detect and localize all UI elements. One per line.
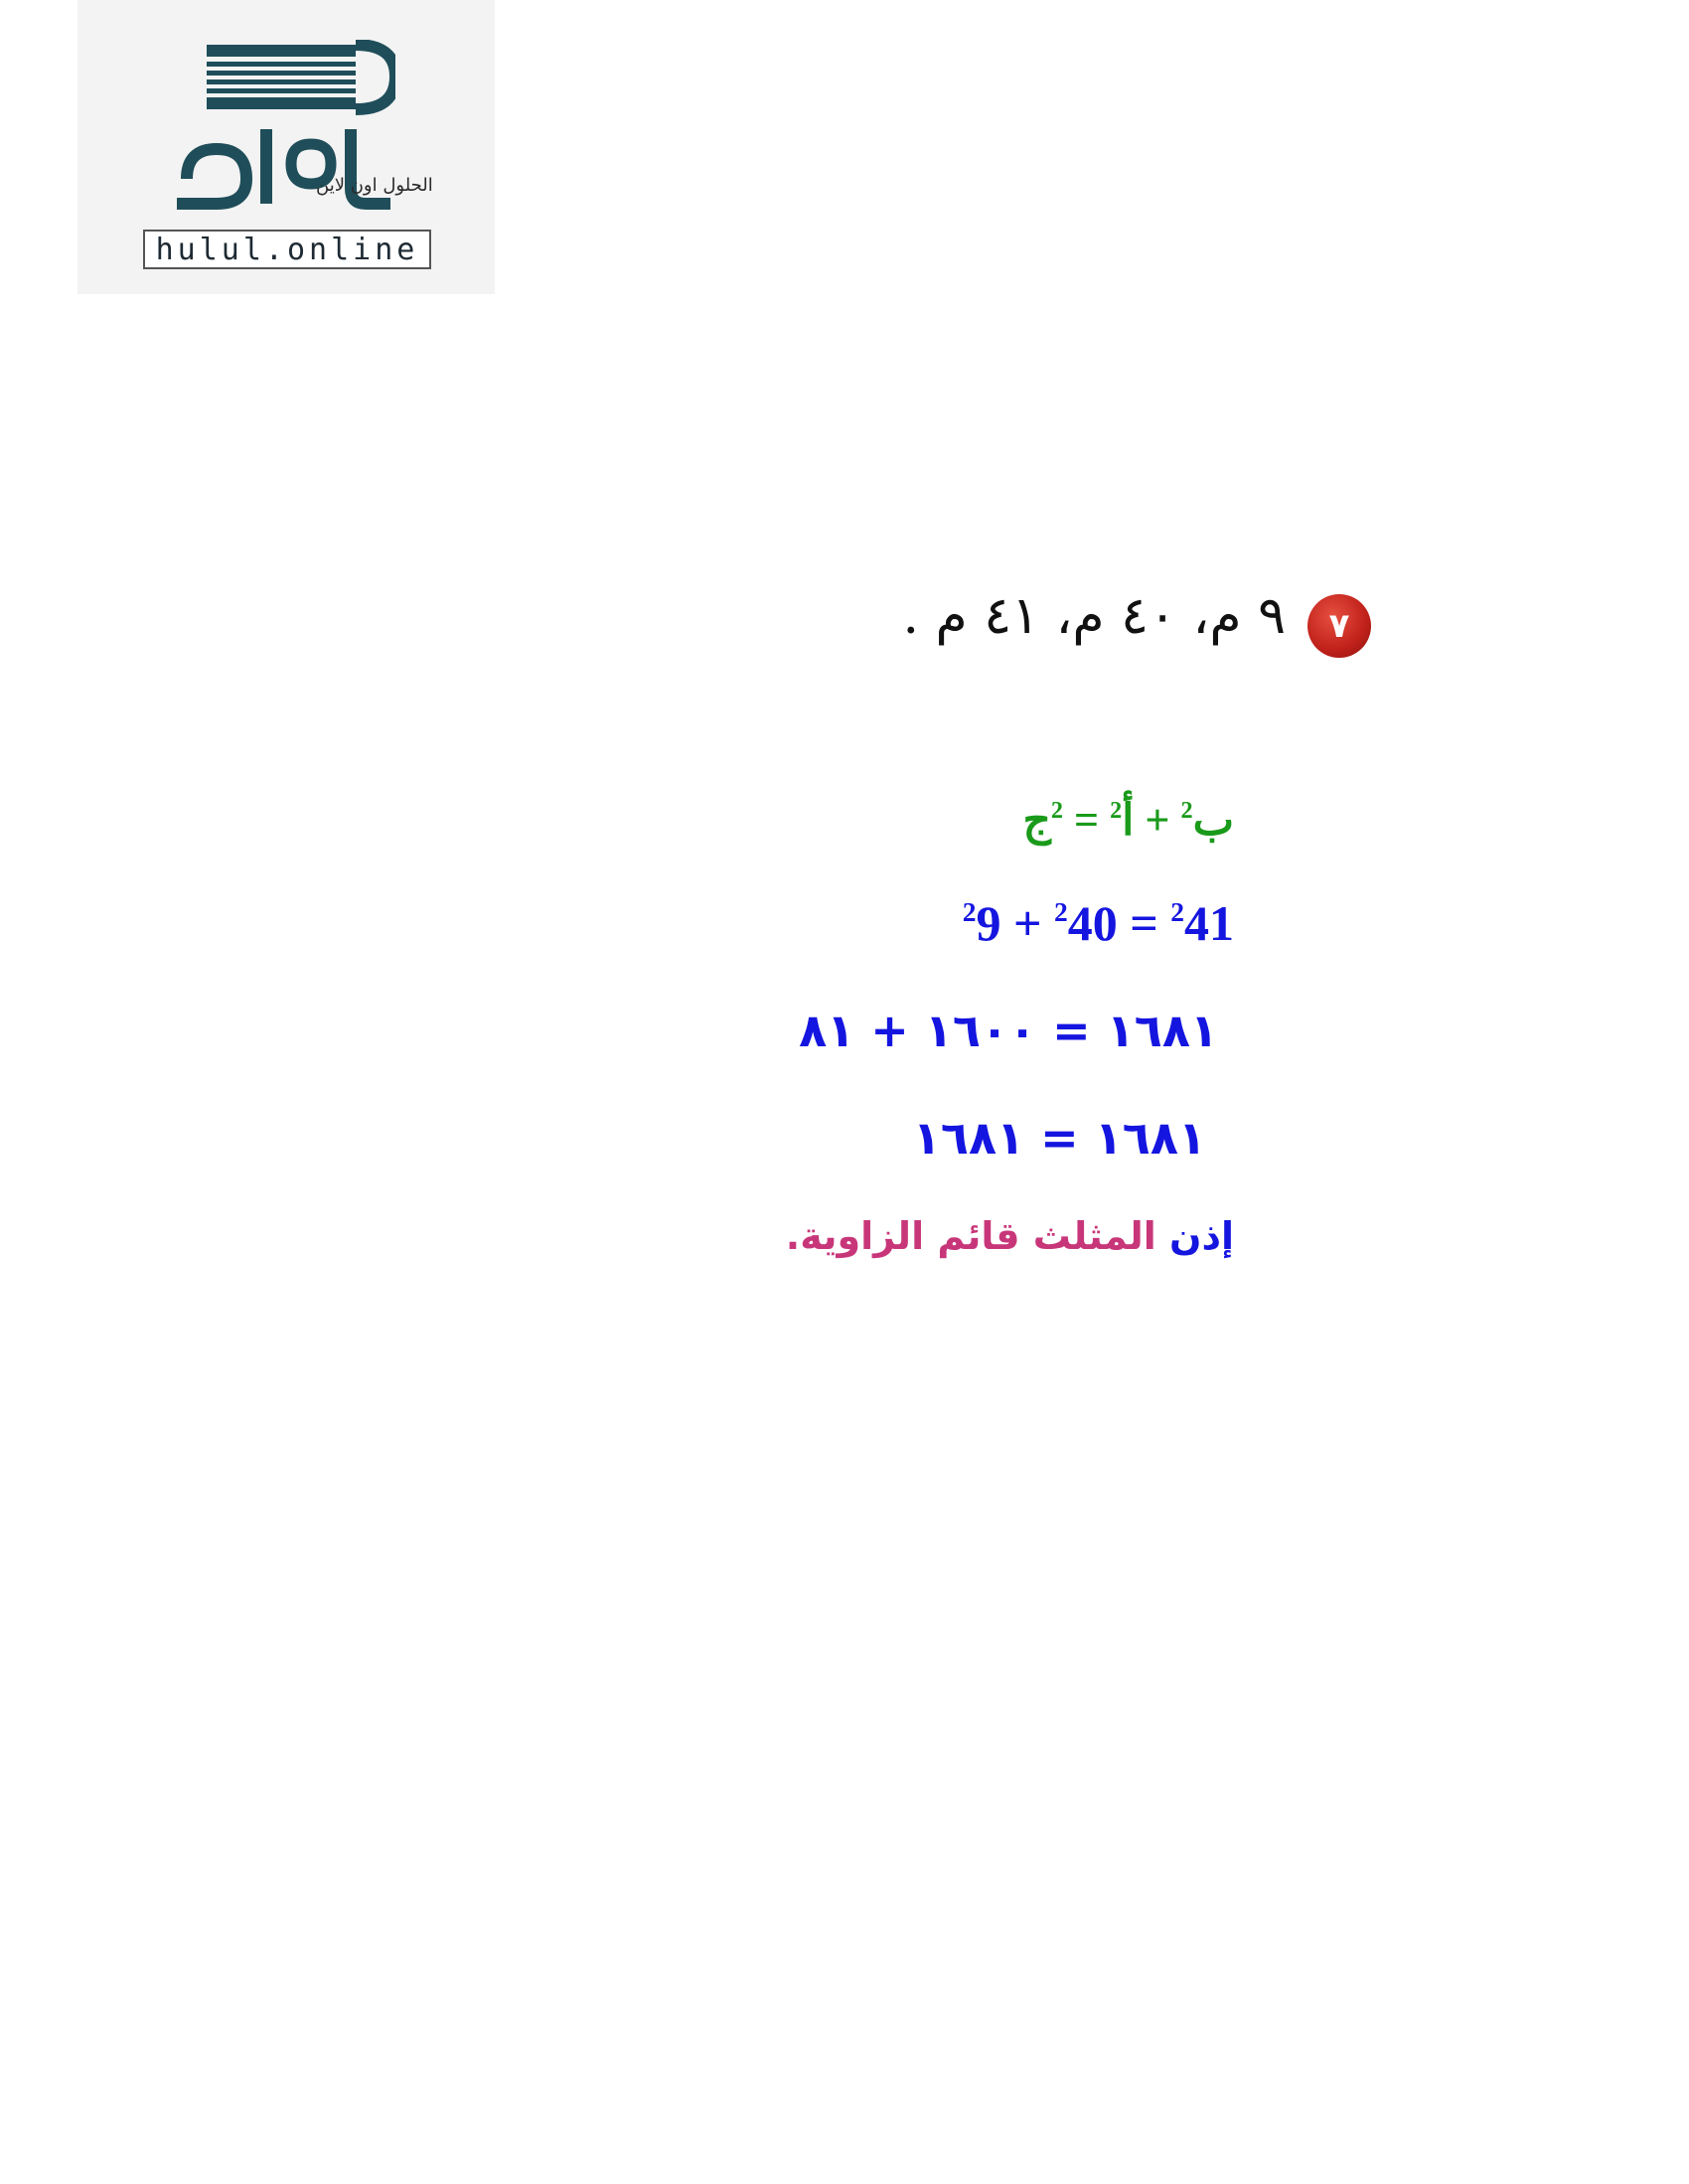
exp-t1: 2 <box>1054 895 1068 927</box>
squares-equation <box>963 894 1234 952</box>
result-equation-text: ١٦٨١ = ١٦٨١ <box>912 1111 1206 1165</box>
formula-exp-b: 2 <box>1180 797 1193 825</box>
sum-equation <box>799 1004 1218 1057</box>
conclusion-text: المثلث قائم الزاوية. <box>785 1214 1156 1258</box>
conclusion <box>786 1214 1234 1258</box>
formula-exp-c: 2 <box>1050 797 1063 825</box>
formula-c: ج <box>1022 796 1051 845</box>
term-41: 41 <box>1184 895 1234 951</box>
formula-plus: + <box>1145 796 1170 845</box>
term-40: 40 <box>1067 895 1118 951</box>
formula-eq: = <box>1074 796 1100 845</box>
formula-a: أ <box>1122 796 1135 845</box>
formula-exp-a: 2 <box>1110 797 1123 825</box>
conclusion-lead: إذن <box>1169 1214 1234 1258</box>
result-equation <box>913 1111 1206 1165</box>
squares-plus: + <box>1013 895 1042 951</box>
sum-equation-text: ١٦٨١ = ١٦٠٠ + ٨١ <box>799 1004 1218 1057</box>
hulul-logo <box>77 0 495 294</box>
exp-lhs: 2 <box>1170 895 1184 927</box>
logo-arabic-tagline: الحلول اون لاين <box>316 175 433 196</box>
squares-eq: = <box>1130 895 1158 951</box>
problem-statement <box>902 586 1371 666</box>
logo-url-text: hulul.online <box>143 230 431 269</box>
term-9: 9 <box>976 895 1001 951</box>
pythagorean-formula <box>1023 795 1235 846</box>
formula-b: ب <box>1192 796 1234 845</box>
problem-text: ٩ م، ٤٠ م، ٤١ م . <box>902 586 1286 646</box>
exp-t2: 2 <box>962 895 977 927</box>
problem-number-badge: ٧ <box>1307 594 1371 658</box>
